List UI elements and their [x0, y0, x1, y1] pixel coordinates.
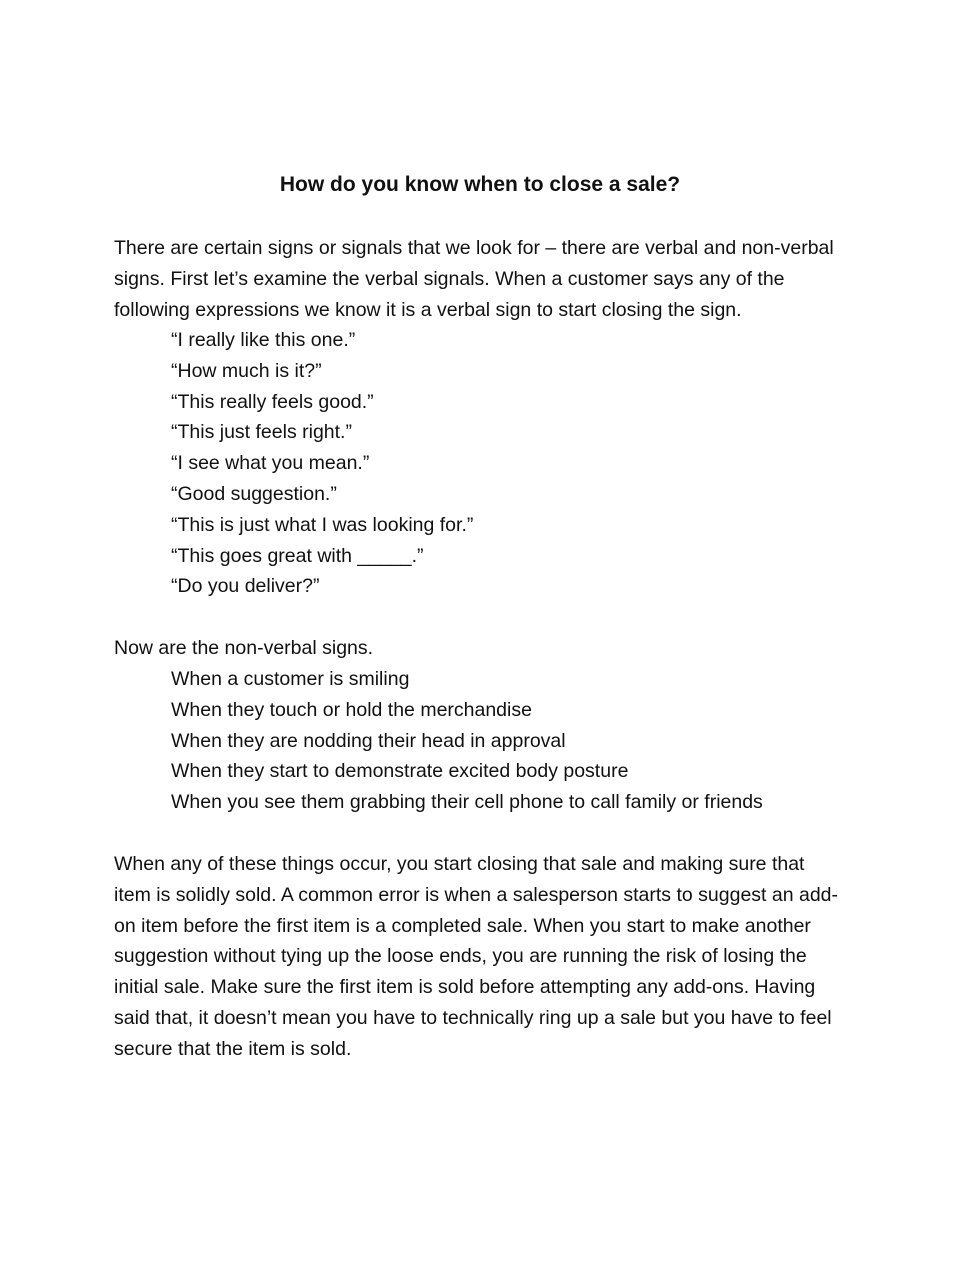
verbal-signs-list: [171, 325, 851, 602]
list-item: “This really feels good.”: [171, 390, 374, 413]
nonverbal-signs-list: [171, 664, 851, 818]
list-item: When they touch or hold the merchandise: [171, 698, 532, 721]
page-title: How do you know when to close a sale?: [279, 173, 681, 196]
list-item: When they are nodding their head in approval: [171, 729, 566, 752]
list-item: “This goes great with _____.”: [171, 544, 424, 567]
list-item: When you see them grabbing their cell phone to call family or friends: [171, 791, 763, 814]
list-item: “Do you deliver?”: [171, 575, 320, 598]
list-item: “How much is it?”: [171, 359, 322, 382]
list-item: “I really like this one.”: [171, 329, 356, 351]
list-item: “I see what you mean.”: [171, 452, 370, 475]
list-item: “This is just what I was looking for.”: [171, 513, 474, 536]
list-item: When they start to demonstrate excited body posture: [171, 760, 629, 783]
intro-paragraph: There are certain signs or signals that we look for – there are verbal and non-verbal signs. First let’s examine the verbal signals. When a customer says any of the following expressions we know it is a verbal sign to start closing the sign.: [114, 237, 834, 321]
list-item: “This just feels right.”: [171, 421, 352, 444]
nonverbal-intro: Now are the non-verbal signs.: [114, 637, 374, 659]
list-item: When a customer is smiling: [171, 668, 410, 690]
closing-paragraph: When any of these things occur, you start closing that sale and making sure that item is solidly sold. A common error is when a salesperson starts to suggest an add-on item before the first item is a completed sale. When you start to make another suggestion without tying up the loose ends, you are running the risk of losing the initial sale. Make sure the first item is sold before attempting any add-ons. Having said that, it doesn’t mean you have to technically ring up a sale but you have to feel secure that the item is sold.: [114, 853, 839, 1060]
list-item: “Good suggestion.”: [171, 482, 337, 505]
